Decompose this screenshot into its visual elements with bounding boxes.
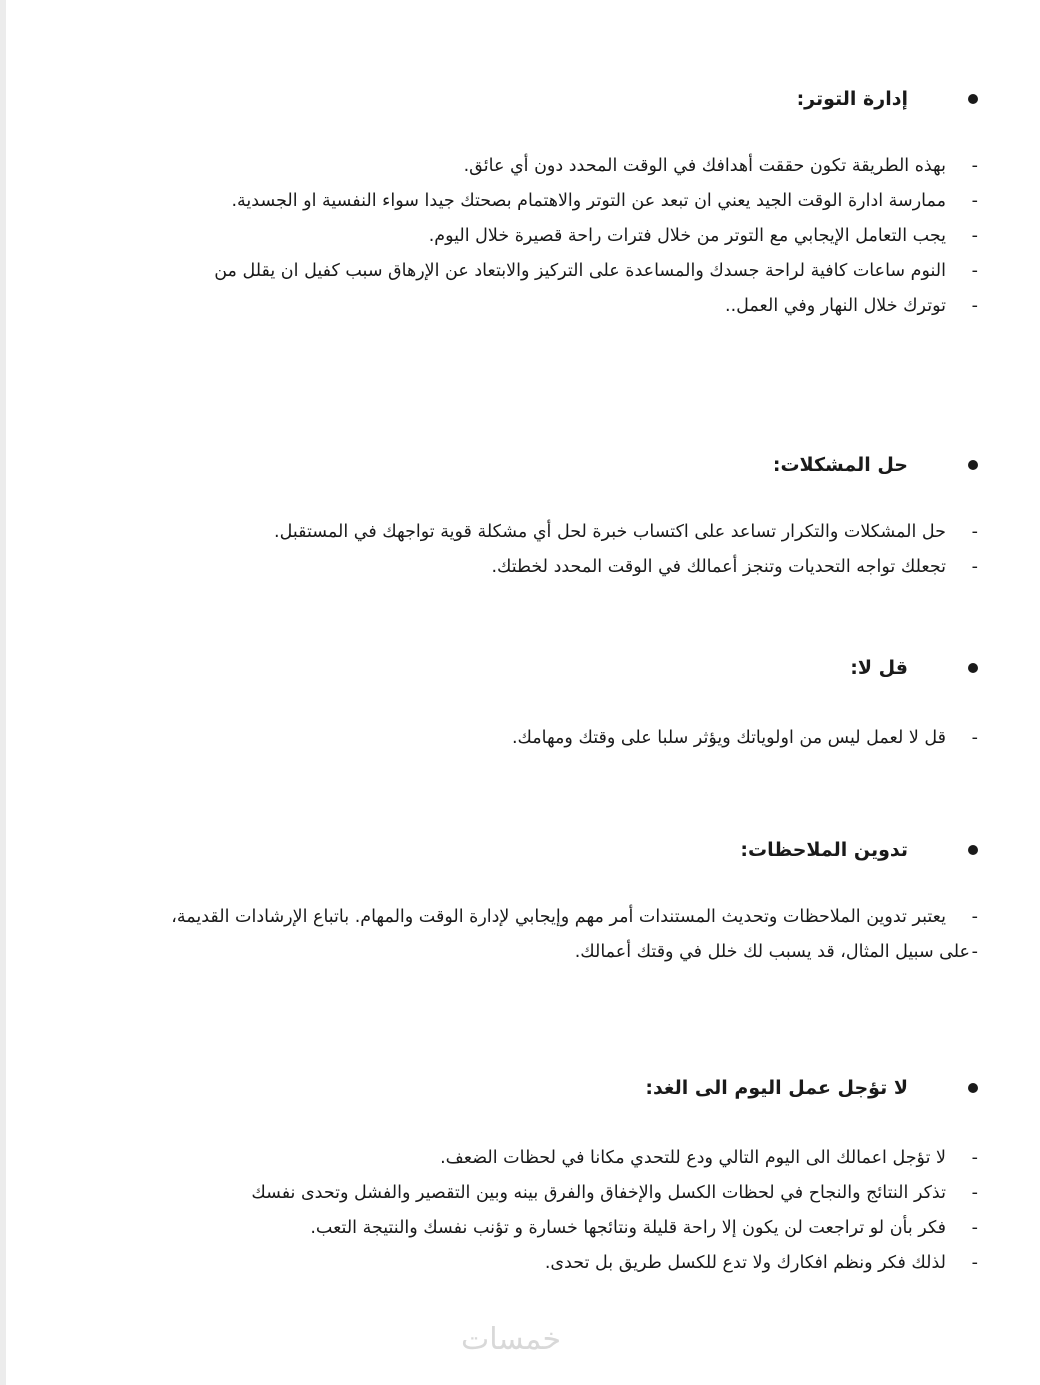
list-item: - ممارسة ادارة الوقت الجيد يعني ان تبعد عن التوتر والاهتمام بصحتك جيدا سواء النفسية او الجسدية. (231, 191, 978, 211)
list-item: - يعتبر تدوين الملاحظات وتحديث المستندات أمر مهم وإيجابي لإدارة الوقت والمهام. باتباع الإرشادات القديمة، (171, 907, 978, 927)
list-item: - حل المشكلات والتكرار تساعد على اكتساب خبرة لحل أي مشكلة قوية تواجهك في المستقبل. (274, 522, 978, 542)
heading-text: تدوين الملاحظات: (740, 839, 908, 861)
section-heading (6, 84, 1040, 114)
section-stress-management (6, 84, 1040, 324)
item-list (6, 149, 1040, 324)
list-item: - لذلك فكر ونظم افكارك ولا تدع للكسل طريق بل تحدى. (544, 1253, 978, 1273)
list-item: - يجب التعامل الإيجابي مع التوتر من خلال فترات راحة قصيرة خلال اليوم. (428, 226, 978, 246)
list-item: - توترك خلال النهار وفي العمل.. (725, 296, 978, 316)
list-item: - بهذه الطريقة تكون حققت أهدافك في الوقت المحدد دون أي عائق. (463, 156, 978, 176)
document-page (6, 0, 1040, 1385)
section-heading (6, 653, 1040, 683)
section-say-no (6, 653, 1040, 756)
section-dont-postpone (6, 1073, 1040, 1281)
list-item: - تجعلك تواجه التحديات وتنجز أعمالك في الوقت المحدد لخطتك. (491, 557, 978, 577)
heading-text: لا تؤجل عمل اليوم الى الغد: (645, 1077, 908, 1099)
section-heading (6, 1073, 1040, 1103)
bullet-icon (968, 1083, 978, 1093)
bullet-icon (968, 460, 978, 470)
item-list (6, 900, 1040, 970)
section-problem-solving (6, 450, 1040, 585)
section-note-taking (6, 835, 1040, 970)
watermark-logo: خمسات (461, 1322, 562, 1357)
list-item: - لا تؤجل اعمالك الى اليوم التالي ودع للتحدي مكانا في لحظات الضعف. (440, 1148, 978, 1168)
list-item: - قل لا لعمل ليس من اولوياتك ويؤثر سلبا على وقتك ومهامك. (511, 728, 978, 748)
section-heading (6, 835, 1040, 865)
item-list (6, 1141, 1040, 1281)
list-item: - فكر بأن لو تراجعت لن يكون إلا راحة قليلة ونتائجها خسارة و تؤنب نفسك والنتيجة التعب. (310, 1218, 978, 1238)
item-list (6, 515, 1040, 585)
section-heading (6, 450, 1040, 480)
list-item: - النوم ساعات كافية لراحة جسدك والمساعدة على التركيز والابتعاد عن الإرهاق سبب كفيل ان يقلل من (214, 261, 978, 281)
heading-text: قل لا: (850, 657, 908, 679)
list-item: - على سبيل المثال، قد يسبب لك خلل في وقتك أعمالك. (574, 942, 978, 962)
bullet-icon (968, 94, 978, 104)
heading-text: حل المشكلات: (772, 454, 908, 476)
item-list (6, 721, 1040, 756)
bullet-icon (968, 845, 978, 855)
heading-text: إدارة التوتر: (796, 88, 908, 110)
bullet-icon (968, 663, 978, 673)
list-item: - تذكر النتائج والنجاح في لحظات الكسل والإخفاق والفرق بينه وبين التقصير والفشل وتحدى نفسك (251, 1183, 978, 1203)
